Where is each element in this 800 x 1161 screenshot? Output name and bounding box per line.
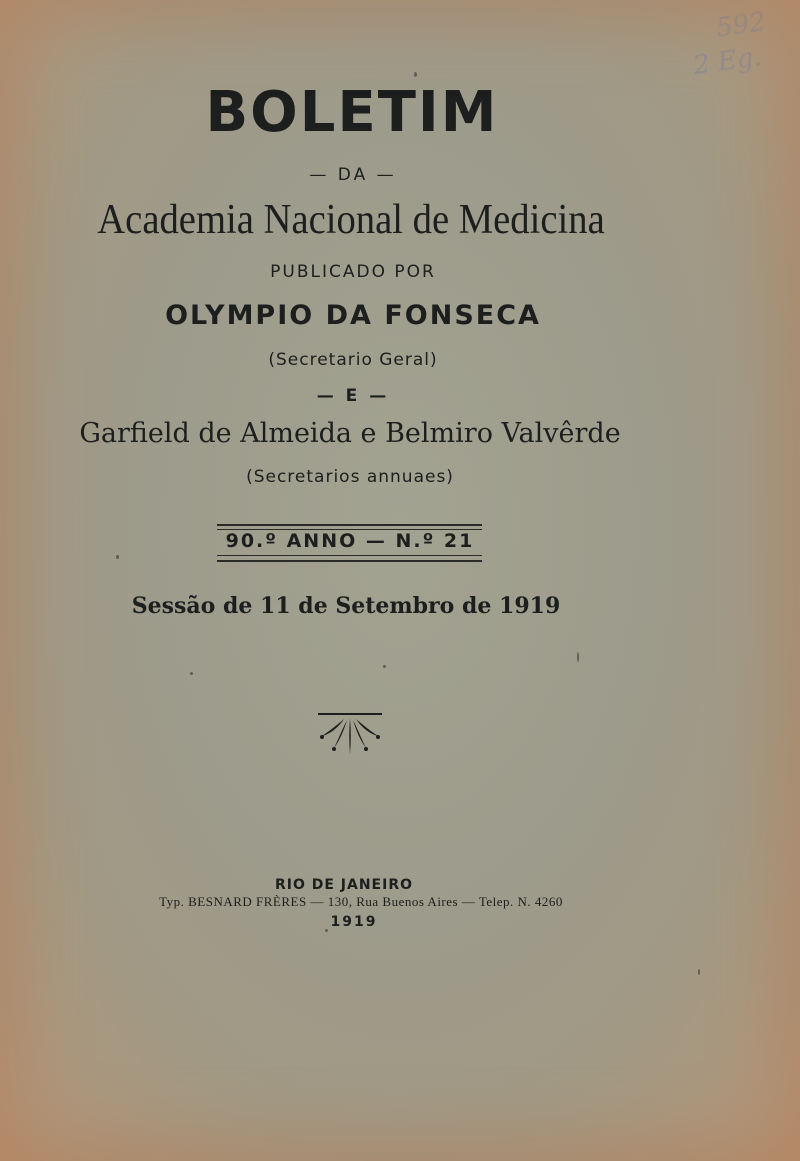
editor-name: OLYMPIO DA FONSECA [165, 300, 541, 331]
page-title: BOLETIM [205, 80, 499, 145]
imprint-year: 1919 [330, 914, 378, 930]
session-date: Sessão de 11 de Setembro de 1919 [131, 593, 561, 619]
imprint-city: RIO DE JANEIRO [274, 877, 414, 893]
paper-speck [116, 555, 119, 559]
co-editors-role: (Secretarios annuaes) [246, 467, 454, 487]
volume-number: 90.º ANNO — N.º 21 [225, 530, 475, 552]
paper-speck [414, 72, 417, 77]
paper-speck [577, 652, 579, 662]
paper-speck [698, 969, 700, 975]
paper-speck [383, 665, 386, 668]
paper-speck [190, 672, 193, 675]
paper-speck [325, 929, 328, 932]
volume-rule-bottom-thick [217, 560, 482, 562]
handwritten-note-line-2: 2 Eg. [691, 41, 764, 82]
and-separator: — E — [316, 386, 390, 406]
handwritten-note-line-1: 592 [714, 6, 768, 44]
co-editors-names: Garfield de Almeida e Belmiro Valvêrde [79, 418, 621, 449]
volume-rule-bottom-thin [217, 555, 482, 556]
published-by-label: PUBLICADO POR [270, 262, 436, 282]
volume-rule-top-thick [217, 524, 482, 526]
institution-name: Academia Nacional de Medicina [97, 197, 605, 243]
editor-role: (Secretario Geral) [268, 350, 438, 370]
connector-da: — DA — [309, 165, 397, 185]
imprint-printer: Typ. BESNARD FRÈRES — 130, Rua Buenos Aires — Telep. N. 4260 [159, 894, 563, 909]
fleuron-ornament-icon [316, 710, 384, 758]
